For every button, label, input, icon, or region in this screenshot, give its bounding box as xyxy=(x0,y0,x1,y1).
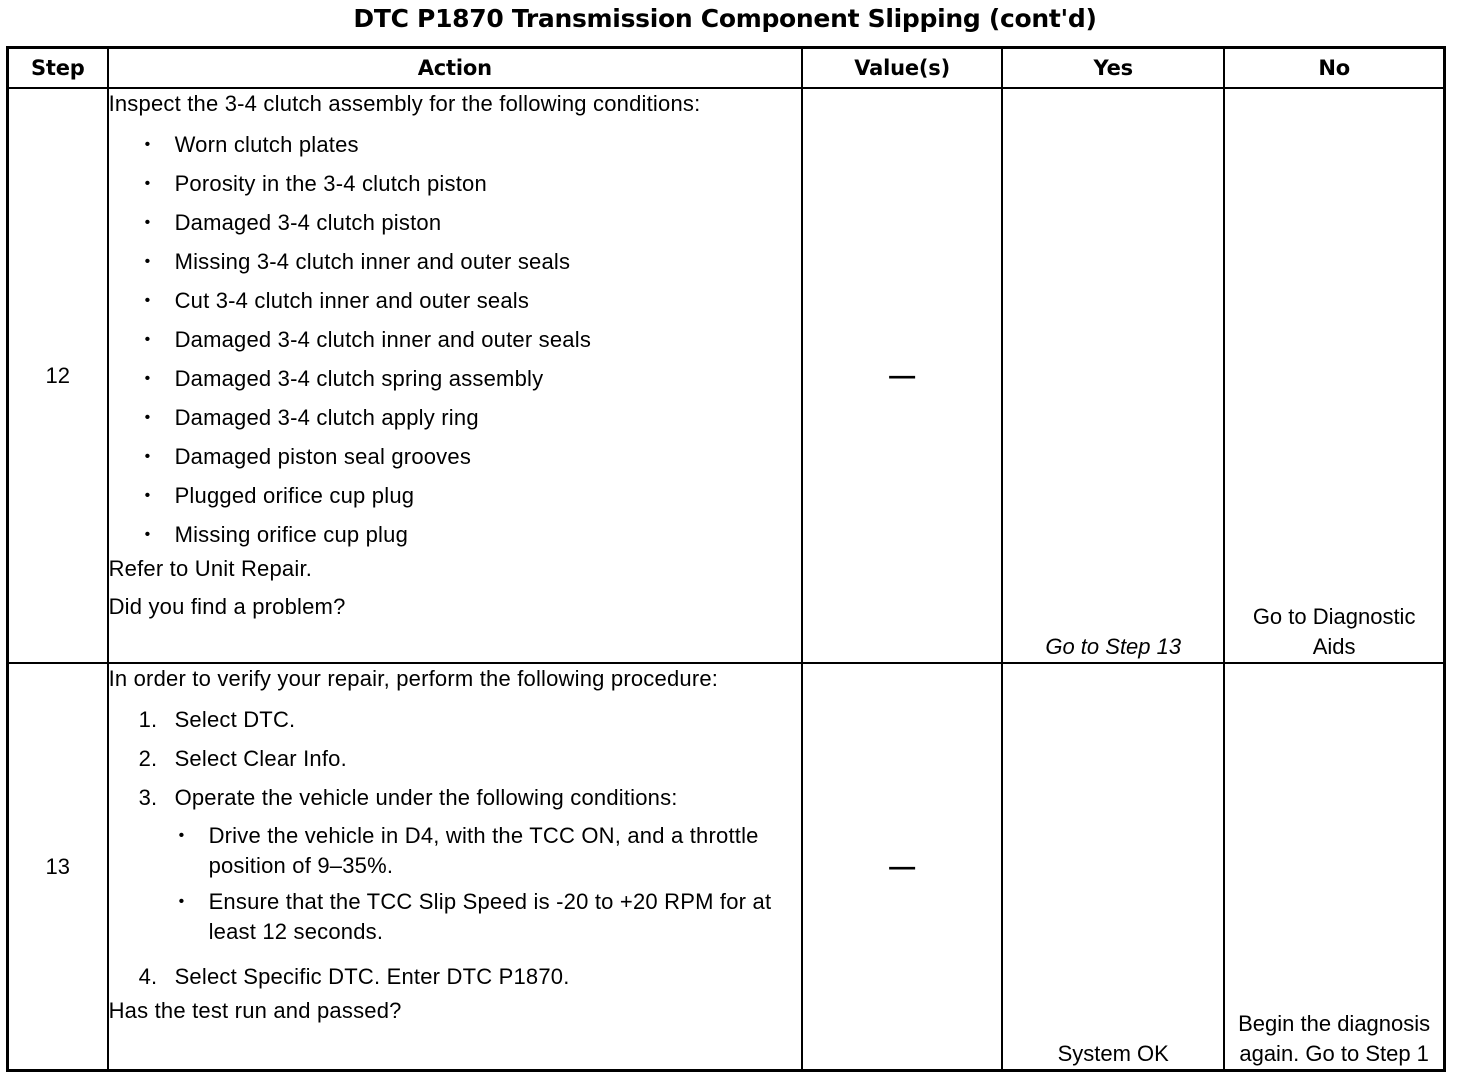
list-item xyxy=(139,739,801,778)
action-cell xyxy=(108,663,802,1070)
action-question: Did you find a problem? xyxy=(108,594,346,619)
list-item xyxy=(139,957,801,996)
action-cell xyxy=(108,88,802,663)
list-item: • Damaged 3-4 clutch piston xyxy=(145,203,801,242)
step-number: 12 xyxy=(8,88,108,663)
list-item: • Missing orifice cup plug xyxy=(145,515,801,554)
list-item: • Damaged 3-4 clutch apply ring xyxy=(145,398,801,437)
action-note: Refer to Unit Repair. xyxy=(108,556,313,581)
yes-cell: System OK xyxy=(1002,663,1224,1070)
header-action: Action xyxy=(108,48,802,89)
list-item: • Damaged 3-4 clutch inner and outer seals xyxy=(145,320,801,359)
condition-list xyxy=(109,125,801,554)
yes-cell: Go to Step 13 xyxy=(1002,88,1224,663)
action-intro: In order to verify your repair, perform the following procedure: xyxy=(108,666,719,692)
table-row-step-13 xyxy=(8,663,1445,1070)
step-index: 4. xyxy=(138,964,158,990)
value-cell: — xyxy=(802,88,1002,663)
header-step: Step xyxy=(8,48,108,89)
value-cell: — xyxy=(802,663,1002,1070)
procedure-list xyxy=(109,700,801,996)
list-item: • Cut 3-4 clutch inner and outer seals xyxy=(145,281,801,320)
step-index: 3. xyxy=(138,785,158,811)
list-item: • Worn clutch plates xyxy=(145,125,801,164)
step-index: 2. xyxy=(138,746,158,772)
list-item: • Drive the vehicle in D4, with the TCC ON, and a throttle position of 9–35%. xyxy=(179,821,801,881)
step-number: 13 xyxy=(8,663,108,1070)
condition-sublist xyxy=(175,821,801,957)
no-cell xyxy=(1224,663,1444,1070)
step-index: 1. xyxy=(138,707,158,733)
list-item xyxy=(139,700,801,739)
header-values: Value(s) xyxy=(802,48,1002,89)
page-title: DTC P1870 Transmission Component Slipping (cont'd) xyxy=(353,4,1097,33)
no-text: Go to Diagnostic Aids xyxy=(1252,604,1416,660)
list-item: • Porosity in the 3-4 clutch piston xyxy=(145,164,801,203)
step-text: Operate the vehicle under the following conditions: xyxy=(174,785,678,811)
step-text: Select Clear Info. xyxy=(174,746,347,772)
no-cell xyxy=(1224,88,1444,663)
list-item: • Damaged piston seal grooves xyxy=(145,437,801,476)
diagnostic-table xyxy=(6,46,1446,1072)
list-item: • Ensure that the TCC Slip Speed is -20 to +20 RPM for at least 12 seconds. xyxy=(179,887,801,947)
list-item xyxy=(139,778,801,957)
list-item: • Damaged 3-4 clutch spring assembly xyxy=(145,359,801,398)
header-yes: Yes xyxy=(1002,48,1224,89)
header-no: No xyxy=(1224,48,1444,89)
action-question: Has the test run and passed? xyxy=(108,998,402,1024)
action-intro: Inspect the 3-4 clutch assembly for the following conditions: xyxy=(108,91,701,116)
table-row-step-12 xyxy=(8,88,1445,663)
step-text: Select DTC. xyxy=(174,707,296,733)
list-item: • Plugged orifice cup plug xyxy=(145,476,801,515)
list-item: • Missing 3-4 clutch inner and outer seals xyxy=(145,242,801,281)
no-text: Begin the diagnosis again. Go to Step 1 xyxy=(1238,1011,1431,1066)
step-text: Select Specific DTC. Enter DTC P1870. xyxy=(174,964,570,990)
header-row xyxy=(8,48,1445,89)
